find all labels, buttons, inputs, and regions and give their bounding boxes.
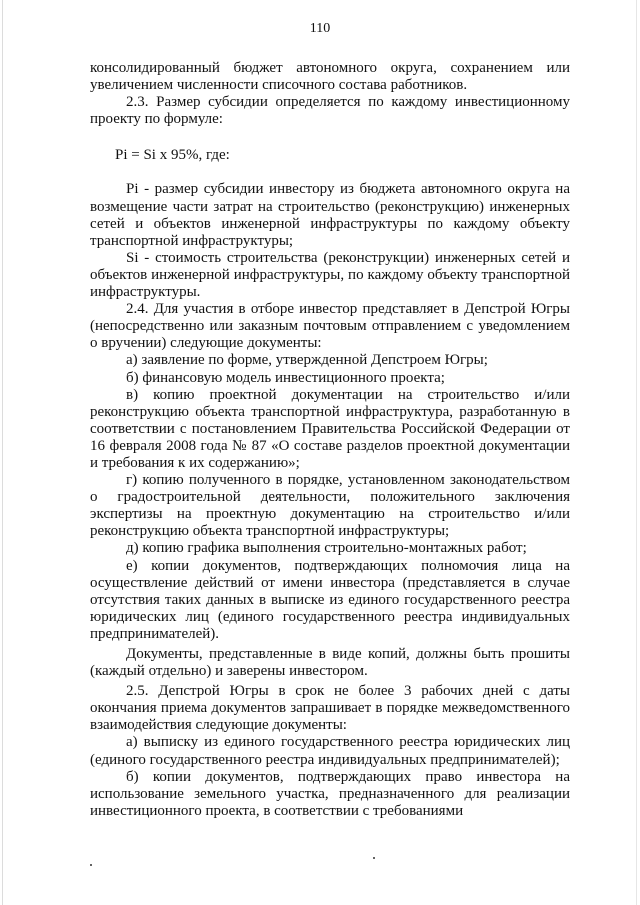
paragraph-pi-definition: Pi - размер субсидии инвестору из бюджета автономного округа на возмещение части затрат на строительство (реконструкцию) инженерных сетей и объектов инженерной инфраструктуры по каждому объекту транспортной инфраструктуры; [90, 181, 570, 249]
page-number: 110 [309, 21, 331, 36]
scan-edge-right [636, 0, 637, 905]
paragraph-si-definition: Si - стоимость строительства (реконструкции) инженерных сетей и объектов инженерной инфраструктуры, по каждому объекту транспортной инфраструктуры. [90, 249, 570, 301]
list-item-v: в) копию проектной документации на строительство и/или реконструкцию объекта транспортной инфраструктура, разработанную в соответствии с постановлением Правительства Российской Федерации от 16 февраля 2008 года № 87 «О составе разделов проектной документации и требования к их содержанию»; [90, 386, 570, 471]
scan-speck [373, 857, 375, 859]
paragraph-2-5: 2.5. Депстрой Югры в срок не более 3 рабочих дней с даты окончания приема документов запрашивает в порядке межведомственного взаимодействия следующие документы: [90, 683, 570, 734]
paragraph-2-4: 2.4. Для участия в отборе инвестор представляет в Депстрой Югры (непосредственно или заказным почтовым отправлением с уведомлением о вручении) следующие документы: [90, 301, 570, 352]
paragraph-2-3: 2.3. Размер субсидии определяется по каждому инвестиционному проекту по формуле: [90, 94, 570, 128]
list-item-g: г) копию полученного в порядке, установленном законодательством о градостроительной деятельности, положительного заключения экспертизы на проектную документацию на строительство и/или реконструкцию объекта транспортной инфраструктуры; [90, 472, 570, 540]
paragraph-copies-note: Документы, представленные в виде копий, должны быть прошиты (каждый отдельно) и заверены инвестором. [90, 646, 570, 680]
list-item-a: а) заявление по форме, утвержденной Депстроем Югры; [126, 352, 488, 369]
list-item-d: д) копию графика выполнения строительно-монтажных работ; [126, 540, 527, 557]
list-item-e: е) копии документов, подтверждающих полномочия лица на осуществление действий от имени инвестора (представляется в случае отсутствия таких данных в выписке из единого государственного реестра юридических лиц (единого государственного реестра индивидуальных предпринимателей). [90, 557, 570, 642]
scan-edge-left [2, 0, 3, 905]
list-item-a-2: а) выписку из единого государственного реестра юридических лиц (единого государственного реестра индивидуальных предпринимателей); [90, 734, 570, 768]
document-body [90, 60, 570, 820]
scan-speck [90, 864, 92, 866]
list-item-b: б) финансовую модель инвестиционного проекта; [126, 369, 445, 386]
list-item-b-2: б) копии документов, подтверждающих право инвестора на использование земельного участка, предназначенного для реализации инвестиционного проекта, в соответствии с требованиями [90, 768, 570, 819]
paragraph-continuation: консолидированный бюджет автономного округа, сохранением или увеличением численности списочного состава работников. [90, 60, 570, 94]
formula: Pi = Si x 95%, где: [115, 147, 230, 164]
